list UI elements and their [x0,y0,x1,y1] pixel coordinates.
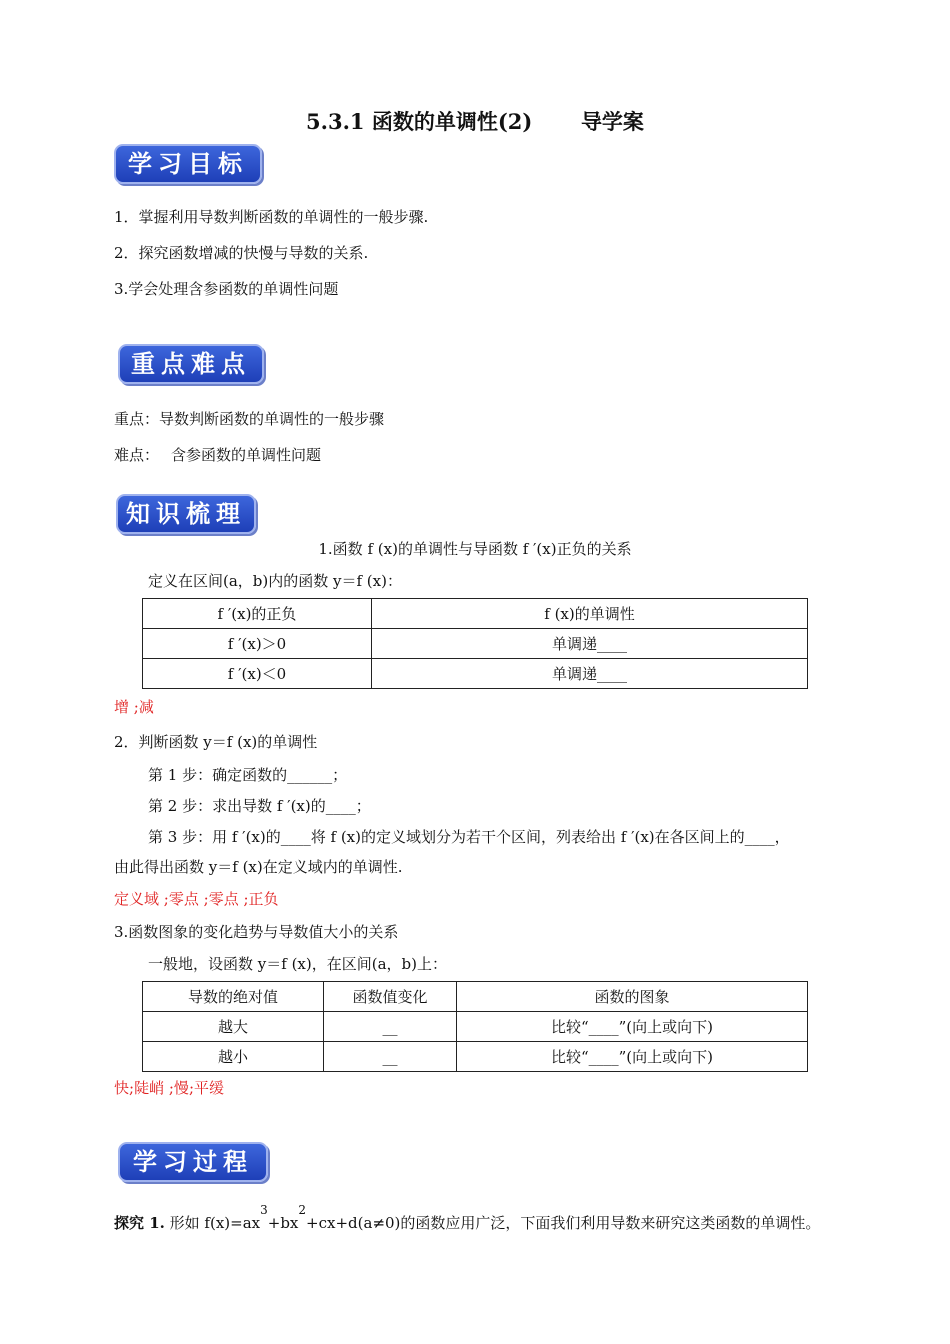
table-header: f (x)的单调性 [372,599,808,629]
table-header: 函数值变化 [324,982,457,1012]
table-row [143,599,808,629]
table-header: 导数的绝对值 [143,982,324,1012]
explore-1 [114,1203,821,1233]
table-cell: 比较“____”(向上或向下) [457,1042,808,1072]
explore-text-pre: 形如 f(x)=ax [164,1214,261,1232]
table-row [143,1012,808,1042]
answer: 平缓 [194,1079,225,1097]
section-badge-knowledge: 知识梳理 [116,494,256,534]
table-row [143,1042,808,1072]
step-3-continued: 由此得出函数 y＝f (x)在定义域内的单调性. [114,858,403,876]
table-row [143,629,808,659]
answer: 慢 [173,1079,189,1097]
answer: 增 [114,698,130,716]
hard-label: 难点： [114,446,160,464]
answer-line-3: 快;陡峭 ;慢;平缓 [114,1079,225,1097]
knowledge-heading-2: 2．判断函数 y＝f (x)的单调性 [114,733,318,751]
table-cell: 单调递____ [372,629,808,659]
answer: 快 [114,1079,130,1097]
goal-item-1: 1．掌握利用导数判断函数的单调性的一般步骤. [114,208,429,226]
answer: 正负 [248,890,279,908]
answer: 减 [138,698,154,716]
table-header: f ′(x)的正负 [143,599,372,629]
answer: 陡峭 [134,1079,165,1097]
table-cell: 单调递____ [372,659,808,689]
knowledge-def-3: 一般地，设函数 y＝f (x)，在区间(a，b)上： [148,955,447,973]
knowledge-heading-1: 1.函数 f (x)的单调性与导函数 f ′(x)正负的关系 [318,540,632,558]
table-cell: __ [324,1042,457,1072]
answer-line-2: 定义域 ;零点 ;零点 ;正负 [114,890,279,908]
knowledge-heading-3: 3.函数图象的变化趋势与导数值大小的关系 [114,923,399,941]
goal-item-3: 3.学会处理含参函数的单调性问题 [114,280,339,298]
table-header: 函数的图象 [457,982,808,1012]
step-1: 第 1 步：确定函数的______； [148,766,348,784]
key-label: 重点： [114,410,160,428]
title-main: 5.3.1 函数的单调性(2) [306,109,533,134]
table-cell: __ [324,1012,457,1042]
table-row [143,659,808,689]
derivative-sign-table [142,598,808,689]
key-point [114,408,384,429]
hard-point [114,444,321,465]
table-row [143,982,808,1012]
derivative-magnitude-table [142,981,808,1072]
explore-label: 探究 1. [114,1214,165,1232]
table-cell: 比较“____”(向上或向下) [457,1012,808,1042]
answer: 零点 [168,890,199,908]
knowledge-def-1: 定义在区间(a，b)内的函数 y＝f (x)： [148,572,402,590]
table-cell: 越大 [143,1012,324,1042]
explore-text-post: +cx+d(a≠0)的函数应用广泛，下面我们利用导数来研究这类函数的单调性。 [306,1214,821,1232]
key-text: 导数判断函数的单调性的一般步骤 [159,410,385,428]
answer: 零点 [208,890,239,908]
goal-item-2: 2．探究函数增减的快慢与导数的关系. [114,244,369,262]
page-title [0,106,950,136]
section-badge-keypoints: 重点难点 [118,344,264,384]
title-sub: 导学案 [580,109,644,134]
explore-text-mid: +bx [267,1214,299,1232]
table-cell: f ′(x)＜0 [143,659,372,689]
answer: 定义域 [114,890,160,908]
table-cell: f ′(x)＞0 [143,629,372,659]
answer-line-1: 增 ;减 [114,698,154,716]
table-cell: 越小 [143,1042,324,1072]
step-3: 第 3 步：用 f ′(x)的____将 f (x)的定义域划分为若干个区间，列表给出 f ′(x)在各区间上的____， [148,828,790,846]
section-badge-goals: 学习目标 [114,144,262,184]
section-badge-process: 学习过程 [118,1142,268,1182]
exponent-2: 2 [298,1203,307,1217]
hard-text: 含参函数的单调性问题 [171,446,322,464]
exponent-3: 3 [260,1203,268,1217]
step-2: 第 2 步：求出导数 f ′(x)的____； [148,797,371,815]
